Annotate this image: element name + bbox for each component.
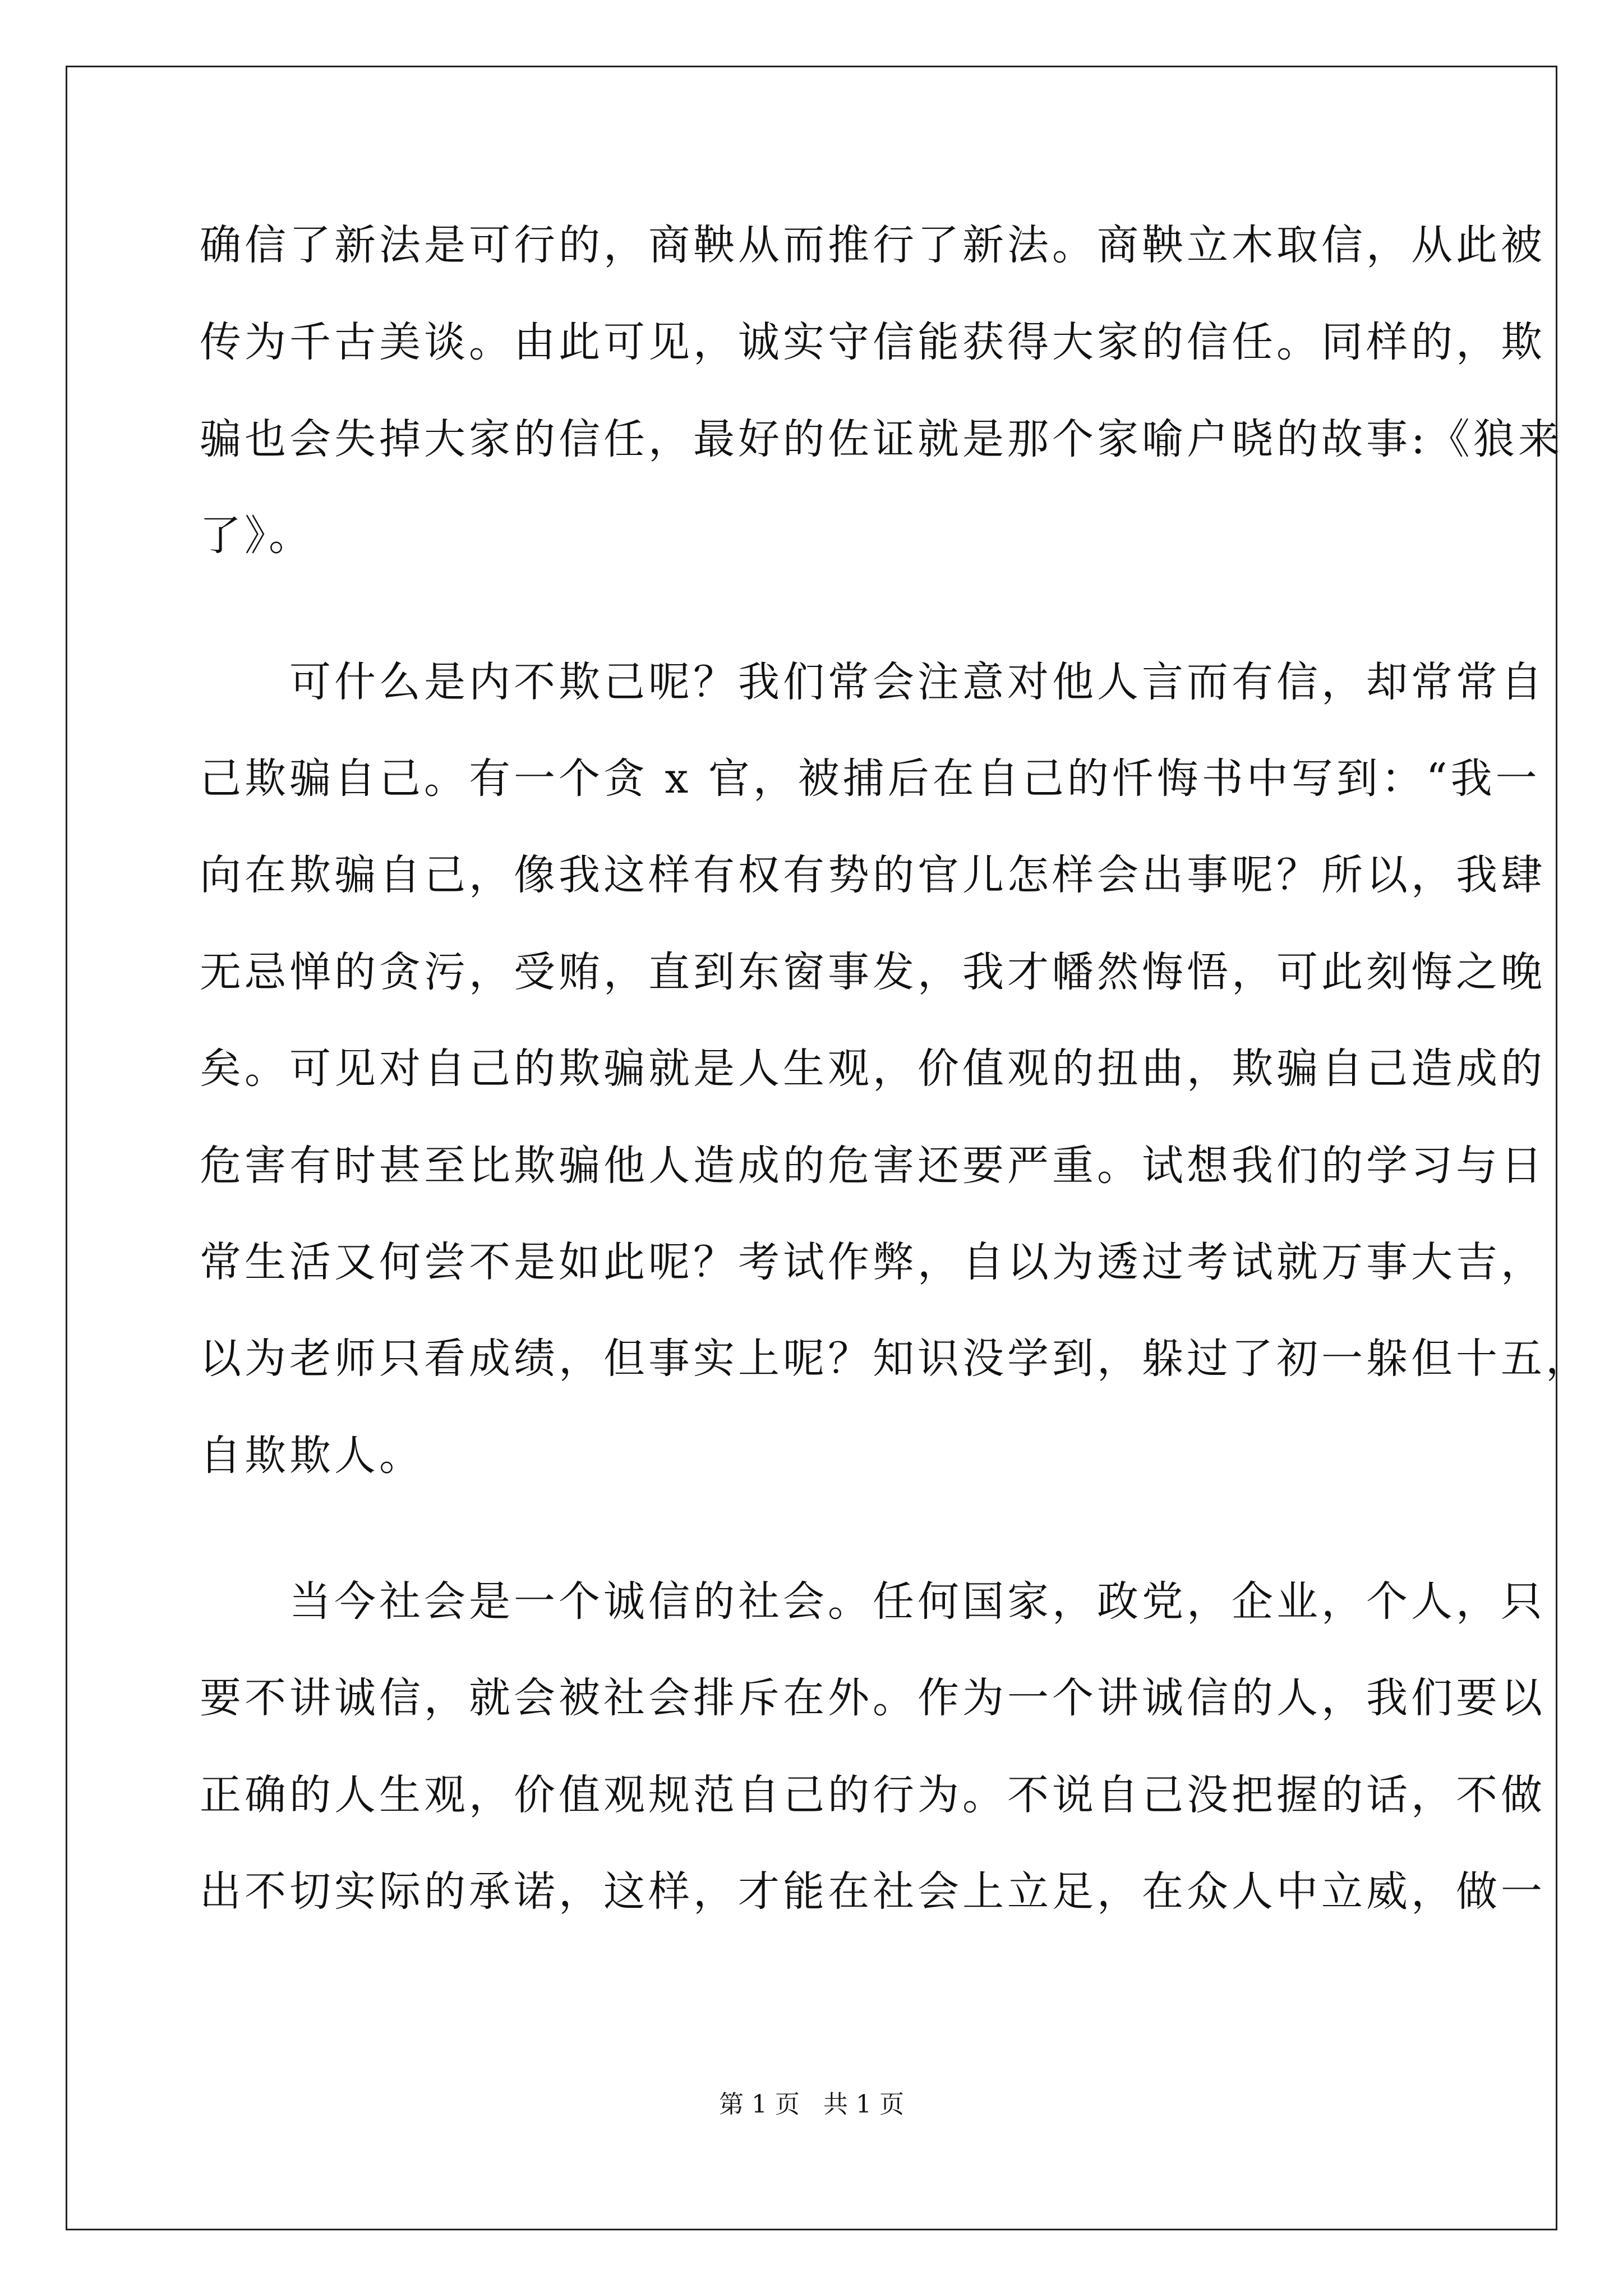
text-line: 出不切实际的承诺，这样，才能在社会上立足，在众人中立威，做一 [200, 1867, 1546, 1916]
paragraph-start-line: 当今社会是一个诚信的社会。任何国家，政党，企业，个人，只 [200, 1577, 1546, 1626]
text-line: 正确的人生观，价值观规范自己的行为。不说自己没把握的话，不做 [200, 1771, 1546, 1819]
text-line: 向在欺骗自己，像我这样有权有势的官儿怎样会出事呢？所以，我肆 [200, 851, 1546, 899]
text-line: 以为老师只看成绩，但事实上呢？知识没学到，躲过了初一躲但十五， [200, 1335, 1590, 1383]
page-total: 共 1 页 [823, 2090, 904, 2119]
text-line: 矣。可见对自己的欺骗就是人生观，价值观的扭曲，欺骗自己造成的 [200, 1045, 1546, 1093]
text-line: 确信了新法是可行的，商鞅从而推行了新法。商鞅立木取信，从此被 [200, 221, 1546, 269]
text-line: 了》。 [200, 512, 313, 560]
page-footer [0, 2089, 1623, 2120]
text-line: 常生活又何尝不是如此呢？考试作弊，自以为透过考试就万事大吉， [200, 1238, 1546, 1286]
text-line: 传为千古美谈。由此可见，诚实守信能获得大家的信任。同样的，欺 [200, 318, 1546, 366]
text-line: 危害有时甚至比欺骗他人造成的危害还要严重。试想我们的学习与日 [200, 1142, 1546, 1190]
text-line: 骗也会失掉大家的信任，最好的佐证就是那个家喻户晓的故事:《狼来 [200, 415, 1563, 463]
page-number: 第 1 页 [719, 2090, 800, 2119]
text-line: 己欺骗自己。有一个贪 x 官，被捕后在自己的忏悔书中写到：“我一 [200, 754, 1541, 803]
paragraph-start-line: 可什么是内不欺己呢？我们常会注意对他人言而有信，却常常自 [200, 658, 1546, 706]
text-line: 无忌惮的贪污，受贿，直到东窗事发，我才幡然悔悟，可此刻悔之晚 [200, 948, 1546, 996]
text-line: 自欺欺人。 [200, 1432, 424, 1480]
text-line: 要不讲诚信，就会被社会排斥在外。作为一个讲诚信的人，我们要以 [200, 1674, 1546, 1722]
